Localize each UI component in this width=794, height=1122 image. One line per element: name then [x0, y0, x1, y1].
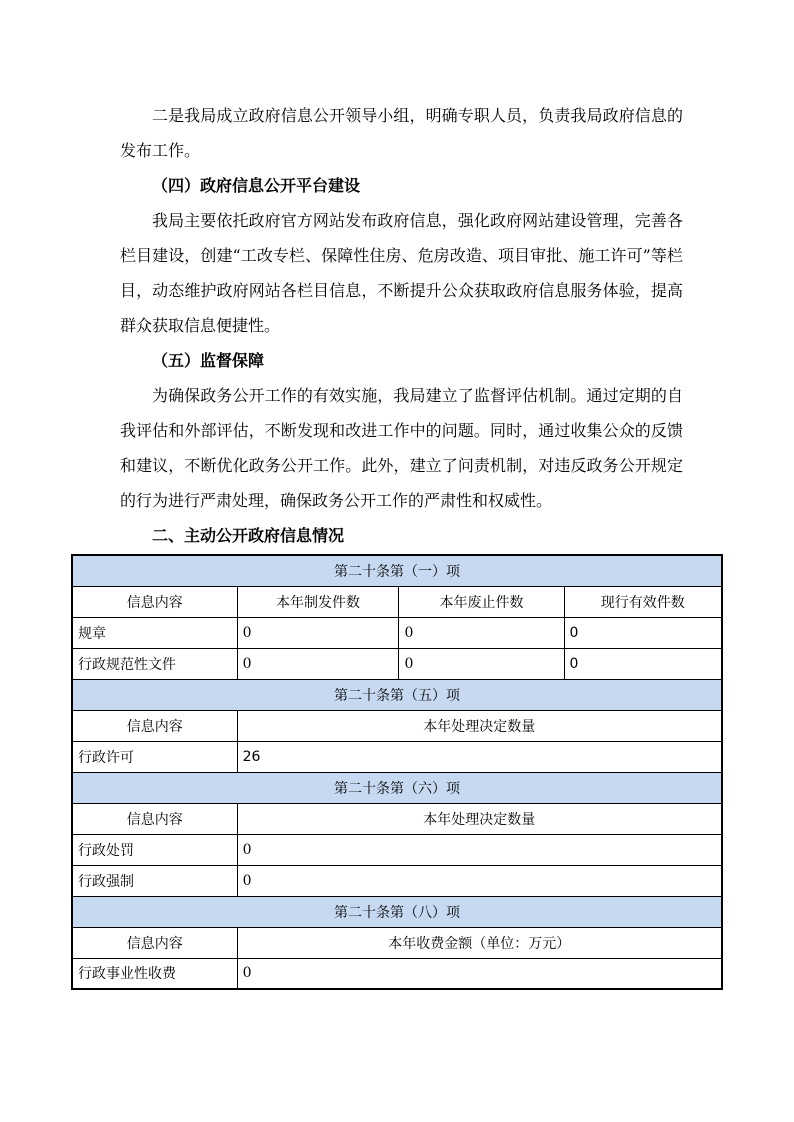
row-label-normative-documents: 行政规范性文件	[72, 648, 237, 679]
value-cell: 0	[237, 958, 722, 989]
column-header-row	[72, 586, 722, 617]
heading-section-5-supervision: （五）监督保障	[152, 351, 265, 370]
paragraph-supervision-guarantee: 为确保政务公开工作的有效实施，我局建立了监督评估机制。通过定期的自我评估和外部评估，不断发现和改进工作中的问题。同时，通过收集公众的反馈和建议，不断优化政务公开工作。此外，建立了问责机制，对违反政务公开规定的行为进行严肃处理，确保政务公开工作的严肃性和权威性。	[120, 386, 683, 510]
section-1-col-effective-count: 现行有效件数	[564, 586, 722, 617]
heading-part-2-disclosure: 二、主动公开政府信息情况	[152, 526, 345, 545]
section-title-row	[72, 679, 722, 710]
section-4-col-info-content: 信息内容	[72, 927, 237, 958]
value-cell: 0	[564, 617, 722, 648]
paragraph-leading-group: 二是我局成立政府信息公开领导小组，明确专职人员，负责我局政府信息的发布工作。	[120, 106, 683, 160]
value-cell: 0	[564, 648, 722, 679]
section-1-col-repealed-count: 本年废止件数	[399, 586, 564, 617]
disclosure-info-table	[71, 554, 723, 990]
value-cell: 0	[237, 834, 722, 865]
heading-section-4-platform: （四）政府信息公开平台建设	[152, 176, 361, 195]
column-header-row	[72, 803, 722, 834]
paragraph-platform-construction: 我局主要依托政府官方网站发布政府信息，强化政府网站建设管理，完善各栏目建设，创建“工改专栏、保障性住房、危房改造、项目审批、施工许可”等栏目，动态维护政府网站各栏目信息，不断提升公众获取政府信息服务体验，提高群众获取信息便捷性。	[120, 211, 683, 335]
value-cell: 0	[399, 617, 564, 648]
row-label-administrative-coercion: 行政强制	[72, 865, 237, 896]
value-cell: 0	[237, 617, 399, 648]
row-label-administrative-licensing: 行政许可	[72, 741, 237, 772]
section-1-title: 第二十条第（一）项	[72, 555, 722, 586]
table-row	[72, 648, 722, 679]
section-title-row	[72, 772, 722, 803]
section-2-col-info-content: 信息内容	[72, 710, 237, 741]
row-label-administrative-fees: 行政事业性收费	[72, 958, 237, 989]
section-3-title: 第二十条第（六）项	[72, 772, 722, 803]
section-2-title: 第二十条第（五）项	[72, 679, 722, 710]
section-1-col-issued-count: 本年制发件数	[237, 586, 399, 617]
section-2-col-decisions-count: 本年处理决定数量	[237, 710, 722, 741]
value-cell: 0	[399, 648, 564, 679]
section-1-col-info-content: 信息内容	[72, 586, 237, 617]
value-cell: 0	[237, 648, 399, 679]
section-3-col-decisions-count: 本年处理决定数量	[237, 803, 722, 834]
table-row	[72, 865, 722, 896]
table-row	[72, 617, 722, 648]
section-3-col-info-content: 信息内容	[72, 803, 237, 834]
document-body-text	[120, 98, 683, 553]
row-label-administrative-penalty: 行政处罚	[72, 834, 237, 865]
table-row	[72, 834, 722, 865]
value-cell: 0	[237, 865, 722, 896]
section-title-row	[72, 555, 722, 586]
row-label-regulations: 规章	[72, 617, 237, 648]
disclosure-table-container	[71, 554, 723, 990]
section-4-col-fees-amount: 本年收费金额（单位：万元）	[237, 927, 722, 958]
section-4-title: 第二十条第（八）项	[72, 896, 722, 927]
value-cell: 26	[237, 741, 722, 772]
section-title-row	[72, 896, 722, 927]
table-row	[72, 741, 722, 772]
table-row	[72, 958, 722, 989]
column-header-row	[72, 927, 722, 958]
column-header-row	[72, 710, 722, 741]
